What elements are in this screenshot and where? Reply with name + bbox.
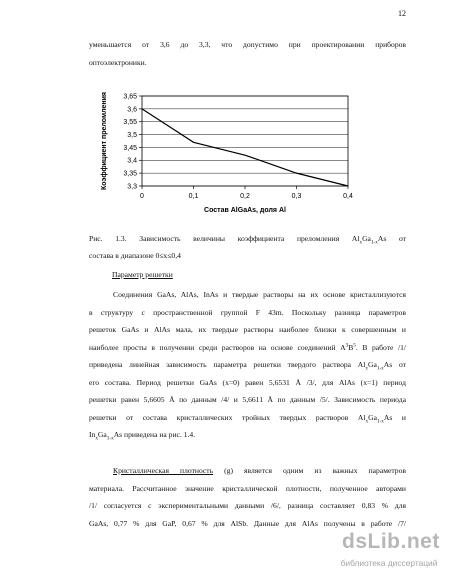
watermark-logo: dsLib.net — [342, 530, 440, 553]
lattice-line-3: решеток GaAs и AlAs мала, их твердые растворы наиболее близки к совершенным и — [89, 325, 406, 334]
tick-label-y-1: 3,35 — [123, 170, 137, 178]
tick-label-y-3: 3,45 — [123, 144, 137, 152]
chart-y-axis-label: Коэффициент преломления — [101, 92, 108, 190]
tick-label-y-4: 3,5 — [127, 131, 137, 139]
lattice-line-7: решетки равен 5,6605 Å по данным /4/ и 5,6611 Å по данным /5/. Зависимость периода — [89, 395, 406, 404]
tick-label-y-0: 3,3 — [127, 183, 137, 191]
density-term: Кристаллическая плотность — [113, 466, 214, 475]
chart-axes — [142, 96, 348, 186]
caption-line-1: Рис. 1.3. Зависимость величины коэффициента преломления $Al_xGa_{1-x}As$ от — [89, 234, 406, 246]
lattice-line-9: $In_xGa_{1-x}As$ приведена на рис. 1.4. — [89, 430, 196, 442]
chart-ticks — [123, 93, 353, 200]
watermark — [330, 530, 448, 578]
caption-line-2: состава в диапазоне 0≤x≤0,4 — [89, 251, 181, 260]
plot-area-frame — [142, 96, 348, 186]
intro-line-1: уменьшается от 3,6 до 3,3, что допустимо при проектировании приборов — [89, 40, 406, 49]
intro-line-2: оптоэлектроники. — [89, 57, 147, 67]
lattice-line-2: в структуру с пространственной группой F 43m. Поскольку разница параметров — [89, 307, 406, 317]
lattice-line-8: решетки от состава кристаллических тройных твердых растворов $Al_xGa_{1-x}As$ и — [89, 412, 406, 425]
lattice-paragraph — [89, 286, 406, 444]
density-line-3: /1/ согласуется с экспериментальными данными /6/, разница составляет 0,83 % для — [89, 501, 406, 510]
lattice-line-5: приведена линейная зависимость параметра решетки твердого раствора $Al_xGa_{1-x}As$ от — [89, 360, 406, 372]
tick-label-x-4: 0,4 — [343, 193, 353, 200]
density-line-2: материала. Рассчитанное значение кристаллической плотности, полученное авторами — [89, 483, 406, 493]
tick-label-x-2: 0,2 — [240, 193, 250, 200]
tick-label-x-3: 0,3 — [291, 193, 302, 200]
page-number: 12 — [398, 9, 406, 18]
density-line-4: GaAs, 0,77 % для GaP, 0,67 % для AlSb. Данные для AlAs получены в работе /7/ — [89, 518, 406, 528]
density-line-1: Кристаллическая плотность (g) является одним из важных параметров — [113, 466, 406, 475]
tick-label-x-1: 0,1 — [188, 193, 199, 200]
tick-label-y-5: 3,55 — [123, 119, 137, 127]
intro-paragraph — [89, 36, 406, 71]
chart-grid — [142, 96, 348, 186]
section-heading: Параметр решетки — [112, 270, 173, 279]
lattice-line-1: Соединения GaAs, AlAs, InAs и твердые растворы на их основе кристаллизуются — [113, 290, 406, 299]
density-paragraph — [89, 462, 406, 532]
tick-label-y-6: 3,6 — [127, 106, 137, 114]
refractive-index-chart — [100, 88, 362, 218]
lattice-line-4: наиболее просты в получении среди растворов на основе соединений $A^3B^5$. В работе /1/ — [89, 341, 406, 352]
tick-label-y-2: 3,4 — [127, 157, 137, 165]
tick-label-y-7: 3,65 — [123, 93, 137, 101]
chart-x-axis-label: Состав AlGaAs, доля Al — [204, 207, 286, 214]
tick-label-x-0: 0 — [140, 193, 144, 200]
figure-caption — [89, 230, 406, 264]
lattice-line-6: его состава. Период решетки GaAs (x=0) равен 5,6531 Å /3/, для AlAs (x=1) период — [89, 377, 406, 387]
watermark-tagline: библиотека диссертаций — [340, 558, 438, 568]
